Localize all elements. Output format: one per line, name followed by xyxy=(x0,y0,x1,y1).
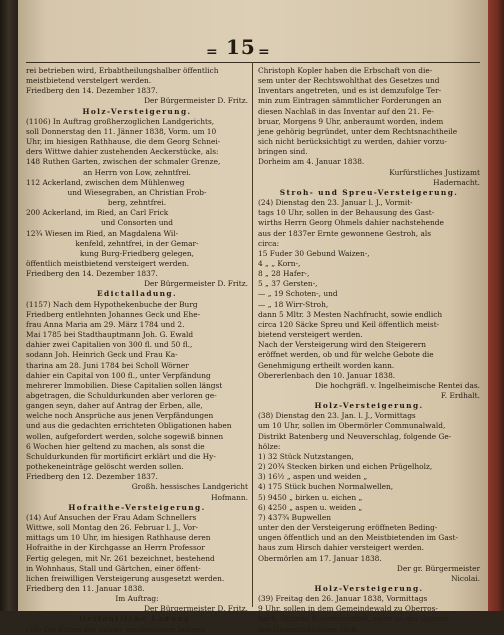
left-column xyxy=(26,66,248,634)
text-line: 4) 175 Stück buchen Normalwellen, xyxy=(258,482,394,492)
text-line: 2) 20¾ Stecken birken und eichen Prügelholz, xyxy=(258,462,433,472)
text-line: lichen freiwilligen Versteigerung ausgesetzt werden. xyxy=(26,573,225,583)
text-line: haus zum Hirsch dahier versteigert werden. xyxy=(258,543,424,553)
text-line: gangen seyn, daher auf Antrag der Erben, alle, xyxy=(26,401,203,411)
text-line: (39) Freitag den 26. Januar 1838, Vormittags xyxy=(258,594,428,604)
text-line: ungen öffentlich und an den Meistbietenden im Gast- xyxy=(258,533,458,543)
text-line: (1157) Nach dem Hypothekenbuche der Burg xyxy=(26,299,198,309)
text-line: Hadernacht. xyxy=(433,177,480,187)
text-line: des Oberstraßheimer Hofs xyxy=(258,624,358,634)
text-line: Fertig gelegen, mit Nr. 261 bezeichnet, bestehend xyxy=(26,553,215,563)
text-line: rei betrieben wird, Erbabtheilungshalber öffentlich xyxy=(26,66,219,75)
page-number: 15 xyxy=(226,35,256,59)
text-line: bruar, Morgens 9 Uhr, anberaumt worden, indem xyxy=(258,116,444,126)
text-line: 1) 32 Stück Nutzstangen, xyxy=(258,451,354,461)
text-line: sodann Joh. Heinrich Geck und Frau Ka- xyxy=(26,350,178,360)
text-line: aus der 1837er Ernte gewonnene Gestroh, als xyxy=(258,228,432,238)
text-line: bietend versteigert werden. xyxy=(258,330,363,340)
text-line: an Herrn von Low, zehntfrei. xyxy=(83,167,191,177)
text-line: Nach der Versteigerung wird den Steigerern xyxy=(258,340,427,350)
page-header xyxy=(18,35,488,60)
text-line: und aus die gedachten errichteten Obligationen haben xyxy=(26,421,232,431)
column-divider xyxy=(252,62,253,607)
text-line: mittags um 10 Uhr, im hiesigen Rathhause deren xyxy=(26,533,211,543)
text-line: meistbietend verstelgert werden. xyxy=(26,76,152,86)
text-line: 3) 16½ „ aspen und weiden „ xyxy=(258,472,368,482)
header-dash-left: = xyxy=(206,44,218,60)
text-line: Der Bürgermeister D. Fritz. xyxy=(144,604,248,614)
text-line: Im Auftrag: xyxy=(115,594,159,604)
text-line: Der Bürgermeister D. Fritz. xyxy=(144,96,248,106)
text-line: diesen Nachlaß in das Inventar auf den 21. Fe- xyxy=(258,106,434,116)
text-line: eröffnet werden, ob und für welche Gebote die xyxy=(258,350,434,360)
text-line: tharina am 28. Juni 1784 bei Scholl Wörner xyxy=(26,360,189,370)
right-column xyxy=(258,66,480,634)
text-line: 7) 437¾ Bupwellen xyxy=(258,512,332,522)
text-line: tags 10 Uhr, sollen in der Behausung des Gast- xyxy=(258,208,435,218)
text-line: circa 120 Säcke Spreu und Keil öffentlich meist- xyxy=(258,319,440,329)
text-line: (16) Die Erben des dahier verstorbenen ledigen xyxy=(26,624,206,634)
text-line: 200 Ackerland, im Ried, an Carl Frick xyxy=(26,208,169,218)
text-line: 4 „ „ Korn-, xyxy=(258,258,301,268)
text-line: Uhr, im hiesigen Rathhause, die dem Georg Schnei- xyxy=(26,137,221,147)
text-line: Großh. hessisches Landgericht xyxy=(131,482,248,492)
text-line: berg, zehntfrei. xyxy=(107,198,167,208)
text-line: pothekeneinträge gelöscht werden sollen. xyxy=(26,462,184,472)
text-line: 6 Wochen hier geltend zu machen, als sonst die xyxy=(26,441,205,451)
text-line: kung Burg-Friedberg gelegen, xyxy=(80,248,194,258)
book-cover-edge xyxy=(488,0,504,611)
text-line: 6) 4250 „ aspen u. weiden „ xyxy=(258,502,363,512)
section-heading: Holz-Versteigerung. xyxy=(314,401,424,411)
section-heading: Stroh- und Spreu-Versteigerung. xyxy=(279,187,459,197)
text-line: unter den der Versteigerung eröffneten Beding- xyxy=(258,523,438,533)
section-heading: Holz-Versteigerung. xyxy=(82,106,192,116)
text-line: sich nicht berücksichtigt zu werden, dahier vorzu- xyxy=(258,137,447,147)
text-line: ders Wittwe dahier zustehenden Aeckerstücke, als: xyxy=(26,147,219,157)
text-line: F. Erdhalt. xyxy=(440,391,480,400)
text-line: Inventars angetreten, und es ist demzufolge Ter- xyxy=(258,86,442,96)
text-line: Dorheim am 4. Januar 1838. xyxy=(258,157,365,167)
header-rule xyxy=(26,62,480,63)
text-line: — „ 18 Wirr-Stroh, xyxy=(258,299,329,309)
header-dash-right: = xyxy=(258,44,270,60)
section-heading: Holz-Versteigerung. xyxy=(314,583,424,593)
text-line: Friedberg den 14. Dezember 1837. xyxy=(26,86,158,96)
text-line: 112 Ackerland, zwischen dem Mühlenweg xyxy=(26,177,185,187)
text-line: Kurfürstliches Justizamt xyxy=(389,167,480,177)
text-line: Genehmigung ertheilt worden kann. xyxy=(258,360,395,370)
text-line: soll Donnerstag den 11. Jänner 1838, Vorm. um 10 xyxy=(26,126,217,136)
text-line: wirths Herrn Georg Ohmels dahier nachstehende xyxy=(258,218,444,228)
text-line: Nicolai. xyxy=(451,573,480,583)
text-line: bach, Distrikt Rosenkranzhek, nahe an der Grenze xyxy=(258,614,448,624)
text-line: welche noch Ansprüche aus jenen Verpfändungen xyxy=(26,411,214,421)
text-line: min zum Eintragen sämmtlicher Forderungen an xyxy=(258,96,442,106)
text-line: Friedberg entlehnten Johannes Geck und Ehe- xyxy=(26,309,201,319)
text-line: sem unter der Rechtswohlthat des Gesetzes und xyxy=(258,76,440,86)
book-binding-left xyxy=(0,0,18,611)
text-line: Wittwe, soll Montag den 26. Februar l. J., Vor- xyxy=(26,523,199,533)
text-line: bringen sind. xyxy=(258,147,308,157)
section-heading: Hofraithe-Versteigerung. xyxy=(68,502,206,512)
section-heading: Oeffentliche Ladung. xyxy=(79,614,195,624)
text-line: wollen, aufgefordert werden, solche sogewiß binnen xyxy=(26,431,224,441)
text-line: Obermörlen am 17. Januar 1838. xyxy=(258,553,382,563)
text-line: (14) Auf Ansuchen der Frau Adam Schnellers xyxy=(26,512,197,522)
text-line: frau Anna Maria am 29. März 1784 und 2. xyxy=(26,319,185,329)
text-line: 5) 9450 „ birken u. eichen „ xyxy=(258,492,363,502)
text-line: Obererlenbach den 10. Januar 1838. xyxy=(258,370,396,380)
text-line: Distrikt Batenberg und Neuverschlag, folgende Ge- xyxy=(258,431,452,441)
text-line: dahier ein Capital von 100 fl., unter Verpfändung xyxy=(26,370,211,380)
text-line: mehrerer Immobilien. Diese Capitalien sollen längst xyxy=(26,380,223,390)
text-line: Der Bürgermeister D. Fritz. xyxy=(144,279,248,289)
text-line: Der gr. Bürgermeister xyxy=(396,563,480,573)
text-line: in Wohnhaus, Stall und Gärtchen, einer öffent- xyxy=(26,563,201,573)
text-line: Christoph Kopler haben die Erbschaft von die- xyxy=(258,66,433,75)
text-line: 15 Fuder 30 Gebund Waizen-, xyxy=(258,248,370,258)
text-line: kenfeld, zehntfrei, in der Gemar- xyxy=(75,238,199,248)
text-line: Friedberg den 11. Januar 1838. xyxy=(26,583,145,593)
text-line: (24) Dienstag den 23. Januar l. J., Vormit- xyxy=(258,198,413,208)
text-line: Hofmann. xyxy=(211,492,248,502)
text-line: abgetragen, die Schuldurkunden aber verloren ge- xyxy=(26,391,217,400)
text-line: und Consorten und xyxy=(101,218,173,228)
section-heading: Edictalladung. xyxy=(97,289,177,299)
text-line: — „ 19 Schoten-, und xyxy=(258,289,338,299)
text-line: 9 Uhr, sollen in dem Gemeindewald zu Oberros- xyxy=(258,604,438,614)
text-line: Schuldurkunden für mortificirt erklärt und die Hy- xyxy=(26,451,216,461)
text-line: Mai 1785 bei Stadthauptmann Joh. G. Ewald xyxy=(26,330,194,340)
text-line: jene gehörig begründet, unter dem Rechtsnachtheile xyxy=(258,126,458,136)
text-line: um 10 Uhr, sollen im Obermörler Communalwald, xyxy=(258,421,446,431)
newspaper-page xyxy=(18,0,488,634)
text-line: Hofraithe in der Kirchgasse an Herrn Professor xyxy=(26,543,205,553)
text-line: Friedberg den 12. Dezember 1837. xyxy=(26,472,158,482)
text-line: öffentlich meistbietend versteigert werden. xyxy=(26,258,189,268)
text-line: Friedberg den 14. Dezember 1837. xyxy=(26,269,158,279)
text-line: dann 5 Mltr. 3 Mesten Nachfrucht, sowie endlich xyxy=(258,309,443,319)
text-line: 148 Ruthen Garten, zwischen der schmaler Grenze, xyxy=(26,157,221,167)
text-line: und Wiesegraben, an Christian Frob- xyxy=(67,187,207,197)
text-line: 5 „ 37 Gersten-, xyxy=(258,279,318,289)
text-line: dahier zwei Capitalien von 300 fl. und 50 fl., xyxy=(26,340,193,350)
text-line: Die hochgräfl. v. Ingelheimische Rentei das. xyxy=(315,380,480,390)
text-line: (38) Dienstag den 23. Jan. l. J., Vormittags xyxy=(258,411,416,421)
text-line: (1106) In Auftrag großherzoglichen Landgerichts, xyxy=(26,116,215,126)
text-line: circa: xyxy=(258,238,280,248)
text-line: 12¾ Wiesen im Ried, an Magdalena Wil- xyxy=(26,228,179,238)
text-line: 8 „ 28 Hafer-, xyxy=(258,269,310,279)
text-line: hölze: xyxy=(258,441,281,451)
